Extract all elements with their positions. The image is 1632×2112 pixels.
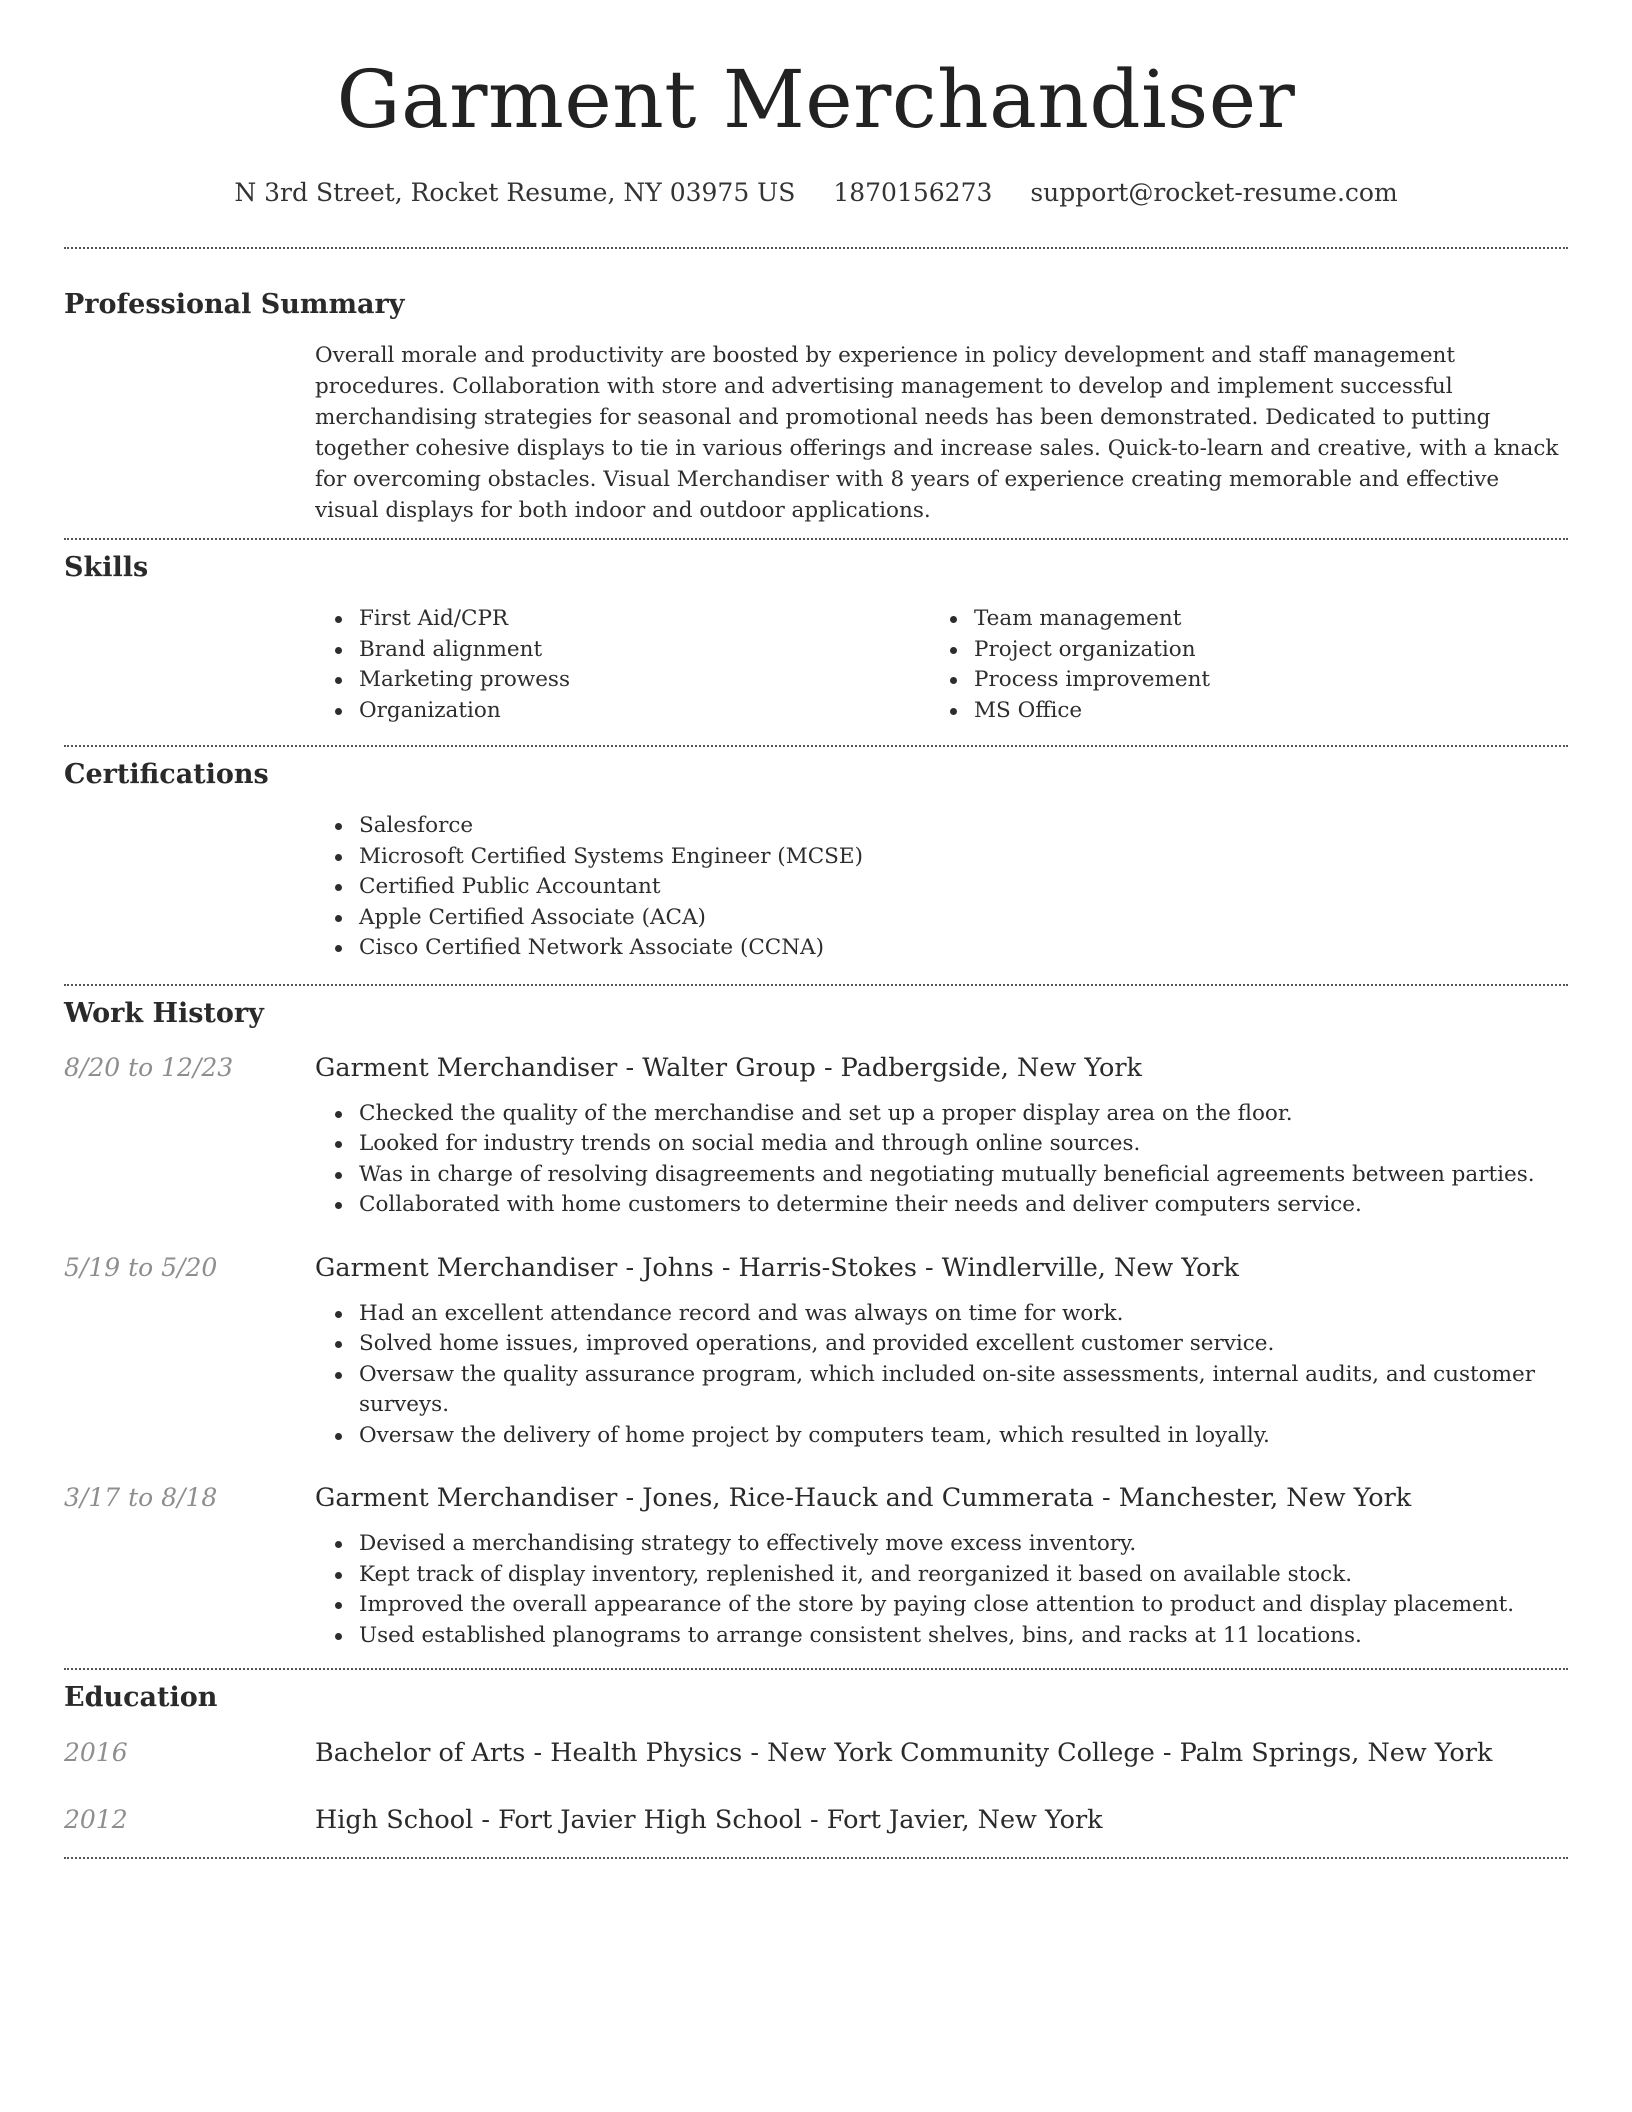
list-item: MS Office	[930, 696, 1545, 727]
divider	[64, 745, 1568, 747]
list-item: Microsoft Certified Systems Engineer (MCSE)	[315, 842, 1568, 873]
list-item: Salesforce	[315, 811, 1568, 842]
job-dates: 5/19 to 5/20	[64, 1252, 218, 1282]
job-entry	[64, 1481, 1568, 1651]
resume-name: Garment Merchandiser	[336, 53, 1296, 146]
education-title: Bachelor of Arts - Health Physics - New York Community College - Palm Springs, New York	[315, 1738, 1493, 1768]
list-item: Collaborated with home customers to determine their needs and deliver computers service.	[315, 1190, 1568, 1221]
section-title-work: Work History	[64, 997, 264, 1029]
list-item: Cisco Certified Network Associate (CCNA)	[315, 933, 1568, 964]
divider	[64, 1857, 1568, 1859]
list-item: Organization	[315, 696, 930, 727]
certifications-list	[315, 811, 1568, 964]
list-item: First Aid/CPR	[315, 604, 930, 635]
skills-section	[64, 550, 1568, 726]
education-entry	[64, 1803, 1568, 1837]
list-item: Kept track of display inventory, replenished it, and reorganized it based on available stock.	[315, 1560, 1568, 1591]
contact-email: support@rocket-resume.com	[1030, 178, 1398, 207]
list-item: Marketing prowess	[315, 665, 930, 696]
contact-line	[64, 176, 1568, 210]
job-bullets	[315, 1299, 1568, 1452]
divider	[64, 538, 1568, 540]
list-item: Brand alignment	[315, 635, 930, 666]
contact-address: N 3rd Street, Rocket Resume, NY 03975 US	[234, 178, 796, 207]
list-item: Was in charge of resolving disagreements and negotiating mutually beneficial agreements between parties.	[315, 1160, 1568, 1191]
list-item: Solved home issues, improved operations, and provided excellent customer service.	[315, 1329, 1568, 1360]
skills-list	[315, 604, 1568, 726]
job-title: Garment Merchandiser - Johns - Harris-Stokes - Windlerville, New York	[315, 1252, 1239, 1283]
contact-phone: 1870156273	[833, 178, 993, 207]
work-history-section	[64, 996, 1568, 1652]
divider	[64, 984, 1568, 986]
list-item: Oversaw the quality assurance program, which included on-site assessments, internal audits, and customer surveys.	[315, 1360, 1568, 1421]
section-title-skills: Skills	[64, 552, 149, 583]
job-title: Garment Merchandiser - Walter Group - Padbergside, New York	[315, 1052, 1142, 1083]
list-item: Project organization	[930, 635, 1545, 666]
section-title-education: Education	[64, 1682, 218, 1713]
job-entry	[64, 1251, 1568, 1452]
education-section	[64, 1680, 1568, 1837]
summary-text: Overall morale and productivity are boosted by experience in policy development and staff management procedures. Collaboration with store and advertising management to develop and implement successful merchandising strategies for seasonal and promotional needs has been demonstrated. Dedicated to putting together cohesive displays to tie in various offerings and increase sales. Quick-to-learn and creative, with a knack for overcoming obstacles. Visual Merchandiser with 8 years of experience creating memorable and effective visual displays for both indoor and outdoor applications.	[315, 343, 1559, 523]
job-dates: 8/20 to 12/23	[64, 1052, 234, 1082]
education-entry	[64, 1736, 1568, 1770]
education-title: High School - Fort Javier High School - Fort Javier, New York	[315, 1805, 1103, 1835]
list-item: Apple Certified Associate (ACA)	[315, 903, 1568, 934]
list-item: Improved the overall appearance of the store by paying close attention to product and display placement.	[315, 1590, 1568, 1621]
education-year: 2012	[64, 1805, 128, 1834]
list-item: Team management	[930, 604, 1545, 635]
list-item: Looked for industry trends on social media and through online sources.	[315, 1129, 1568, 1160]
summary-section	[64, 287, 1568, 526]
resume-page	[64, 0, 1568, 1859]
list-item: Process improvement	[930, 665, 1545, 696]
list-item: Used established planograms to arrange consistent shelves, bins, and racks at 11 locations.	[315, 1621, 1568, 1652]
divider	[64, 1668, 1568, 1670]
job-title: Garment Merchandiser - Jones, Rice-Hauck and Cummerata - Manchester, New York	[315, 1483, 1412, 1513]
list-item: Certified Public Accountant	[315, 872, 1568, 903]
certifications-section	[64, 757, 1568, 964]
job-bullets	[315, 1529, 1568, 1651]
education-year: 2016	[64, 1738, 128, 1767]
divider	[64, 247, 1568, 249]
list-item: Had an excellent attendance record and was always on time for work.	[315, 1299, 1568, 1330]
list-item: Oversaw the delivery of home project by computers team, which resulted in loyally.	[315, 1421, 1568, 1452]
section-title-certifications: Certifications	[64, 759, 269, 790]
list-item: Devised a merchandising strategy to effectively move excess inventory.	[315, 1529, 1568, 1560]
section-title-summary: Professional Summary	[64, 289, 405, 320]
skills-column-left	[315, 604, 930, 726]
job-dates: 3/17 to 8/18	[64, 1483, 218, 1512]
skills-column-right	[930, 604, 1545, 726]
list-item: Checked the quality of the merchandise and set up a proper display area on the floor.	[315, 1099, 1568, 1130]
job-entry	[64, 1051, 1568, 1221]
job-bullets	[315, 1099, 1568, 1221]
